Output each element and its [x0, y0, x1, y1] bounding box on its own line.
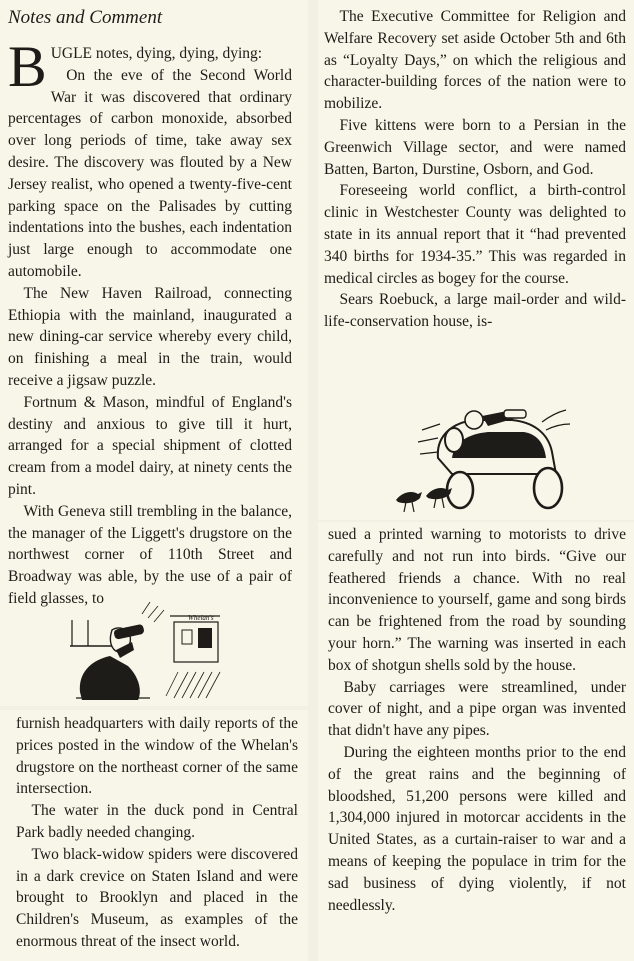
- article-paragraph: On the eve of the Second World War it was discovered that ordinary percentages of carbon monoxide, absorbed over long periods of time, take away sex desire. The discovery was flouted by a New Jersey realist, who opened a twenty-five-cent parking space on the Palisades by cutting indentations into the bushes, each indentation just large enough to accommodate one automobile.: [8, 66, 292, 280]
- opening-paragraph: [8, 34, 292, 99]
- left-column-bottom: [16, 713, 298, 953]
- article-paragraph: With Geneva still trembling in the balance, the manager of the Liggett's drugstore on the northwest corner of 110th Street and Broadway was able, by the use of a pair of field glasses, to: [8, 502, 292, 607]
- whelan-sign: Whelan's: [188, 614, 214, 622]
- car-and-birds-illustration: [392, 400, 572, 518]
- right-column-bottom: [328, 524, 626, 916]
- field-glasses-illustration: [70, 600, 240, 704]
- section-heading: Notes and Comment: [8, 7, 163, 28]
- drop-cap: B: [8, 34, 47, 99]
- article-paragraph: Five kittens were born to a Persian in the Greenwich Village sector, and were named Batten, Barton, Durstine, Osborn, and God.: [324, 116, 626, 178]
- article-paragraph: Baby carriages were streamlined, under cover of night, and a pipe organ was invented that didn't have any pipes.: [328, 678, 626, 740]
- article-paragraph: The water in the duck pond in Central Park badly needed changing.: [16, 802, 298, 841]
- article-paragraph: Two black-widow spiders were discovered in a dark crevice on Staten Island and were brought to Brooklyn and placed in the Children's Museum, as examples of the enormous threat of the insect world.: [16, 845, 298, 950]
- opening-text: UGLE notes, dying, dying, dying:: [50, 45, 263, 62]
- article-paragraph: Foreseeing world conflict, a birth-control clinic in Westchester County was delighted to state in its annual report that it “had prevented 340 births for 1934-35.” This was regarded in medical circles as bogey for the course.: [324, 182, 626, 287]
- left-column-top: [8, 34, 292, 610]
- article-paragraph: Sears Roebuck, a large mail-order and wild-life-conservation house, is-: [324, 291, 626, 331]
- continuation-paragraph: furnish headquarters with daily reports of the prices posted in the window of the Whelan's drugstore on the northeast corner of the same intersection.: [16, 715, 298, 798]
- article-paragraph: The Executive Committee for Religion and Welfare Recovery set aside October 5th and 6th as “Loyalty Days,” on which the religious and character-building forces of the nation were to mobilize.: [324, 8, 626, 113]
- article-paragraph: Fortnum & Mason, mindful of England's destiny and anxious to give till it hurt, arranged for a special shipment of clotted cream from a model dairy, at ninety cents the pint.: [8, 393, 292, 498]
- article-paragraph: During the eighteen months prior to the end of the great rains and the beginning of bloodshed, 51,200 persons were killed and 1,304,000 injured in motorcar accidents in the United States, as a curtain-raiser to war and a means of keeping the populace in trim for the sad business of dying violently, if not needlessly.: [328, 743, 626, 914]
- continuation-paragraph: sued a printed warning to motorists to drive carefully and not run into birds. “Give our feathered friends a chance. With no real inconvenience to yourself, game and song birds can be frightened from the road by sounding your horn.” The warning was inserted in each box of shotgun shells sold by the house.: [328, 526, 626, 674]
- article-paragraph: The New Haven Railroad, connecting Ethiopia with the mainland, inaugurated a new dining-car service whereby every child, on finishing a meal in the train, would receive a jigsaw puzzle.: [8, 284, 292, 389]
- right-column-top: [324, 6, 626, 333]
